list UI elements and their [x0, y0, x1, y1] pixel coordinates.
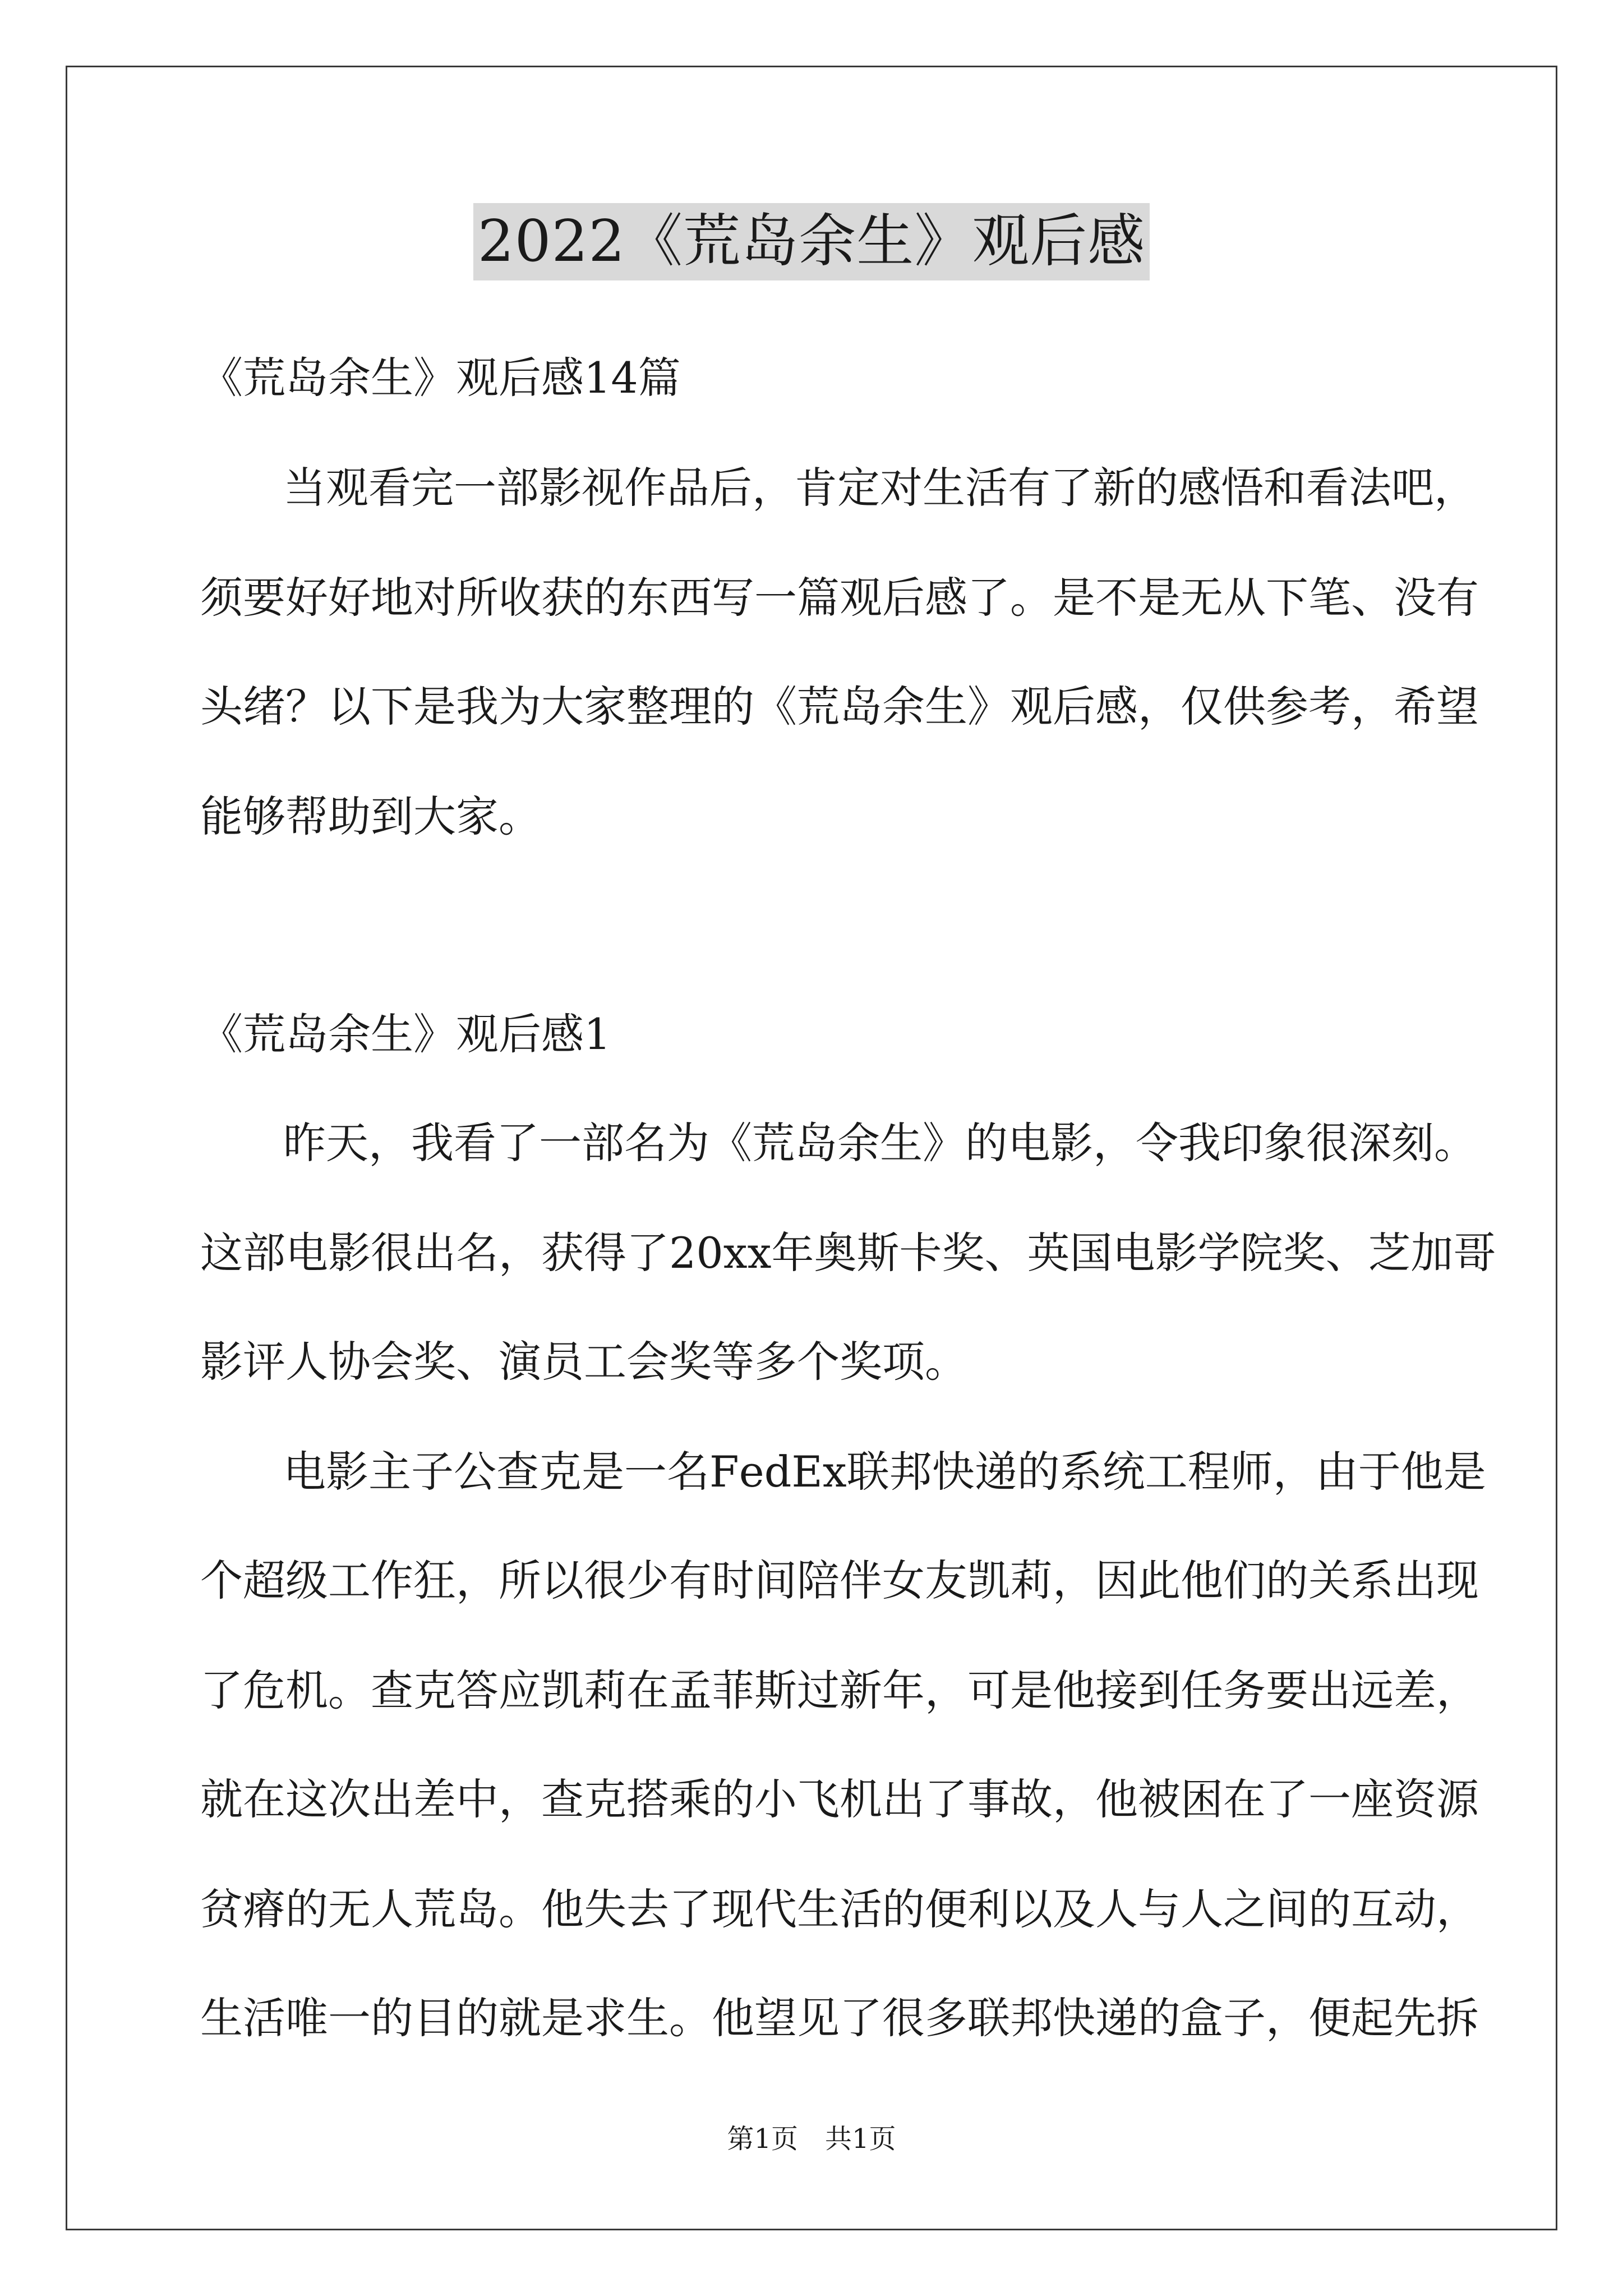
page-number: 第1页 共1页	[727, 2123, 896, 2155]
paragraph-line: 贫 瘠 的 无 人 荒 岛 。 他 失 去 了 现 代 生 活 的 便 利 以 及 人 与 人 之 间 的 互 动 ，	[200, 1884, 1479, 1934]
paragraph-line: 生 活 唯 一 的 目 的 就 是 求 生 。 他 望 见 了 很 多 联 邦 快 递 的 盒 子 ， 便 起 先 拆	[200, 1993, 1479, 2043]
section-heading: 《荒岛余生》观后感1	[200, 1009, 611, 1059]
intro-line: 头 绪 ？ 以 下 是 我 为 大 家 整 理 的 《 荒 岛 余 生 》 观 后 感 ， 仅 供 参 考 ， 希 望	[200, 682, 1479, 731]
paragraph-line: 影评人协会奖、演员工会奖等多个奖项。	[200, 1337, 967, 1387]
paragraph-line: 昨 天 ， 我 看 了 一 部 名 为 《 荒 岛 余 生 》 的 电 影 ， 令 我 印 象 很 深 刻 。	[283, 1118, 1477, 1168]
intro-line: 能够帮助到大家。	[200, 792, 541, 841]
paragraph-line: 个 超 级 工 作 狂 ， 所 以 很 少 有 时 间 陪 伴 女 友 凯 莉 ， 因 此 他 们 的 关 系 出 现	[200, 1556, 1479, 1605]
paragraph-line: 这 部 电 影 很 出 名 ， 获 得 了 2 0 x x 年 奥 斯 卡 奖 、 英 国 电 影 学 院 奖 、 芝 加 哥	[200, 1228, 1496, 1278]
subtitle: 《荒岛余生》观后感14篇	[200, 353, 681, 403]
paragraph-line: 就 在 这 次 出 差 中 ， 查 克 搭 乘 的 小 飞 机 出 了 事 故 ， 他 被 困 在 了 一 座 资 源	[200, 1774, 1479, 1824]
paragraph-line: 电 影 主 子 公 查 克 是 一 名 F e d E x 联 邦 快 递 的 系 统 工 程 师 ， 由 于 他 是	[283, 1447, 1486, 1497]
title-container	[0, 203, 1623, 280]
intro-line: 须 要 好 好 地 对 所 收 获 的 东 西 写 一 篇 观 后 感 了 。 是 不 是 无 从 下 笔 、 没 有	[200, 573, 1479, 623]
paragraph-line: 了 危 机 。 查 克 答 应 凯 莉 在 孟 菲 斯 过 新 年 ， 可 是 他 接 到 任 务 要 出 远 差 ，	[200, 1665, 1479, 1715]
intro-line: 当 观 看 完 一 部 影 视 作 品 后 ， 肯 定 对 生 活 有 了 新 的 感 悟 和 看 法 吧 ，	[283, 463, 1477, 513]
document-title: 2022《荒岛余生》观后感	[473, 203, 1150, 280]
